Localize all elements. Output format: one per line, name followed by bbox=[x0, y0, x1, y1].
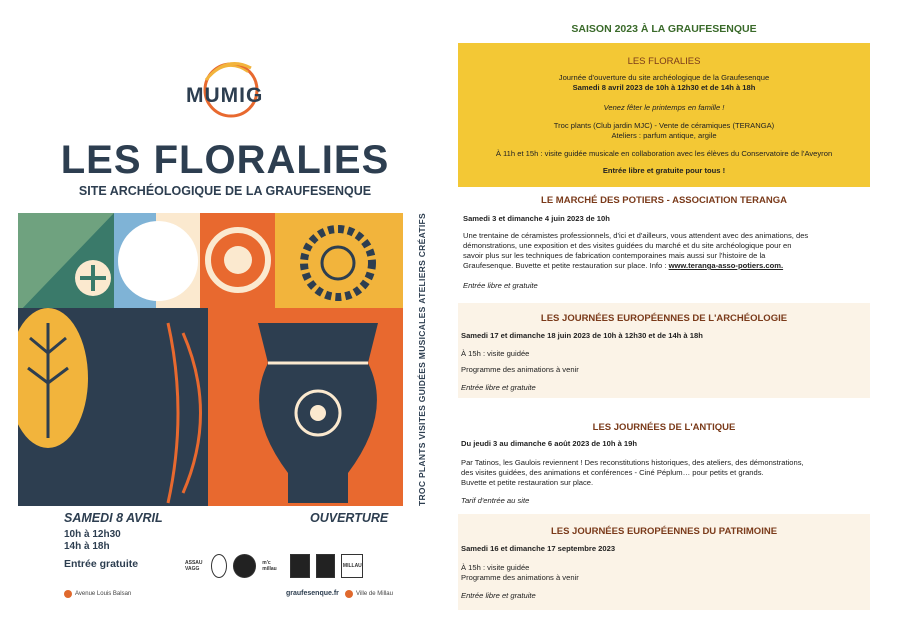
activity-troc: TROC PLANTS bbox=[417, 442, 427, 506]
activity-ateliers: ATELIERS CRÉATIFS bbox=[417, 213, 427, 304]
patrimoine-entry: Entrée libre et gratuite bbox=[461, 591, 536, 600]
patrimoine-title: LES JOURNÉES EUROPÉENNES DU PATRIMOINE bbox=[550, 526, 778, 537]
archeologie-entry: Entrée libre et gratuite bbox=[461, 383, 536, 392]
location-icon bbox=[64, 590, 72, 598]
floralies-line1: Journée d'ouverture du site archéologique de la Graufesenque bbox=[558, 73, 770, 82]
floralies-line6: À 11h et 15h : visite guidée musicale en collaboration avec les élèves du Conservatoire de l'Aveyron bbox=[495, 149, 833, 158]
archeologie-line1: À 15h : visite guidée bbox=[461, 349, 530, 358]
antique-date: Du jeudi 3 au dimanche 6 août 2023 de 10h à 19h bbox=[461, 439, 637, 448]
activity-visites: VISITES GUIDÉES MUSICALES bbox=[417, 306, 427, 440]
potiers-card bbox=[458, 187, 870, 300]
floralies-title: LES FLORALIES bbox=[627, 56, 701, 67]
floralies-line7: Entrée libre et gratuite pour tous ! bbox=[602, 166, 726, 175]
poster-city: Ville de Millau bbox=[345, 590, 393, 598]
poster-hours-afternoon: 14h à 18h bbox=[64, 541, 110, 552]
patrimoine-line1: À 15h : visite guidée bbox=[461, 563, 530, 572]
sponsor-logo bbox=[369, 555, 385, 577]
poster-opening: OUVERTURE bbox=[310, 511, 389, 525]
floralies-line3: Venez fêter le printemps en famille ! bbox=[603, 103, 725, 112]
sponsor-logo bbox=[233, 554, 257, 578]
poster-address: Avenue Louis Balsan bbox=[64, 590, 131, 598]
floralies-card bbox=[458, 43, 870, 187]
patrimoine-line2: Programme des animations à venir bbox=[461, 573, 579, 582]
sponsor-logo bbox=[290, 554, 310, 578]
potiers-date: Samedi 3 et dimanche 4 juin 2023 de 10h bbox=[463, 214, 610, 223]
poster-title: LES FLORALIES bbox=[60, 138, 390, 182]
sponsor-logo: ASSAU VAGG bbox=[185, 555, 205, 577]
sponsor-logo bbox=[211, 554, 227, 578]
poster-illustration bbox=[18, 213, 403, 506]
poster-hours-morning: 10h à 12h30 bbox=[64, 529, 121, 540]
patrimoine-card bbox=[458, 514, 870, 610]
antique-card bbox=[458, 416, 870, 508]
floralies-line2: Samedi 8 avril 2023 de 10h à 12h30 et de 14h à 18h bbox=[572, 83, 756, 92]
antique-description: Par Tatinos, les Gaulois reviennent ! Des reconstitutions historiques, des ateliers, des démonstrations, des visites guidées, des animations et conférences - Ciné Péplum… pour petits et grands. Buvette et petite restauration sur place. bbox=[461, 458, 804, 487]
city-icon bbox=[345, 590, 353, 598]
poster-subtitle: SITE ARCHÉOLOGIQUE DE LA GRAUFESENQUE bbox=[78, 184, 372, 198]
floralies-line4: Troc plants (Club jardin MJC) - Vente de céramiques (TERANGA) bbox=[553, 121, 775, 130]
archeologie-card bbox=[458, 303, 870, 398]
archeologie-date: Samedi 17 et dimanche 18 juin 2023 de 10h à 12h30 et de 14h à 18h bbox=[461, 331, 703, 340]
potiers-title: LE MARCHÉ DES POTIERS - ASSOCIATION TERANGA bbox=[541, 195, 787, 206]
potiers-description: Une trentaine de céramistes professionnels, d'ici et d'ailleurs, vous attendent avec des animations, des démonstrations, une exposition et des visites guidées du marché et du site archéologique pour en savoir plus sur les techniques de fabrication contemporaines mais aussi sur l'histoire de la Graufesenque. Buvette et petite restauration sur place. Info : www.teranga-asso-potiers.com. bbox=[463, 231, 809, 270]
poster-website: graufesenque.fr bbox=[286, 590, 339, 597]
antique-entry: Tarif d'entrée au site bbox=[461, 496, 530, 505]
sponsor-logos bbox=[185, 553, 385, 579]
sponsor-logo: MILLAU bbox=[341, 554, 363, 578]
patrimoine-date: Samedi 16 et dimanche 17 septembre 2023 bbox=[461, 544, 616, 553]
poster-activities bbox=[404, 213, 430, 506]
antique-title: LES JOURNÉES DE L'ANTIQUE bbox=[592, 422, 736, 433]
logo-text: MUMIG bbox=[186, 84, 264, 107]
sponsor-logo: m'c millau bbox=[262, 555, 284, 577]
poster-entry: Entrée gratuite bbox=[64, 558, 139, 570]
sponsor-logo bbox=[316, 554, 336, 578]
poster-date: SAMEDI 8 AVRIL bbox=[64, 511, 163, 525]
archeologie-line2: Programme des animations à venir bbox=[461, 365, 579, 374]
teranga-link[interactable]: www.teranga-asso-potiers.com. bbox=[668, 261, 784, 270]
archeologie-title: LES JOURNÉES EUROPÉENNES DE L'ARCHÉOLOGIE bbox=[540, 313, 788, 324]
potiers-entry: Entrée libre et gratuite bbox=[463, 281, 538, 290]
season-title: SAISON 2023 À LA GRAUFESENQUE bbox=[571, 23, 757, 35]
floralies-line5: Ateliers : parfum antique, argile bbox=[611, 131, 717, 140]
